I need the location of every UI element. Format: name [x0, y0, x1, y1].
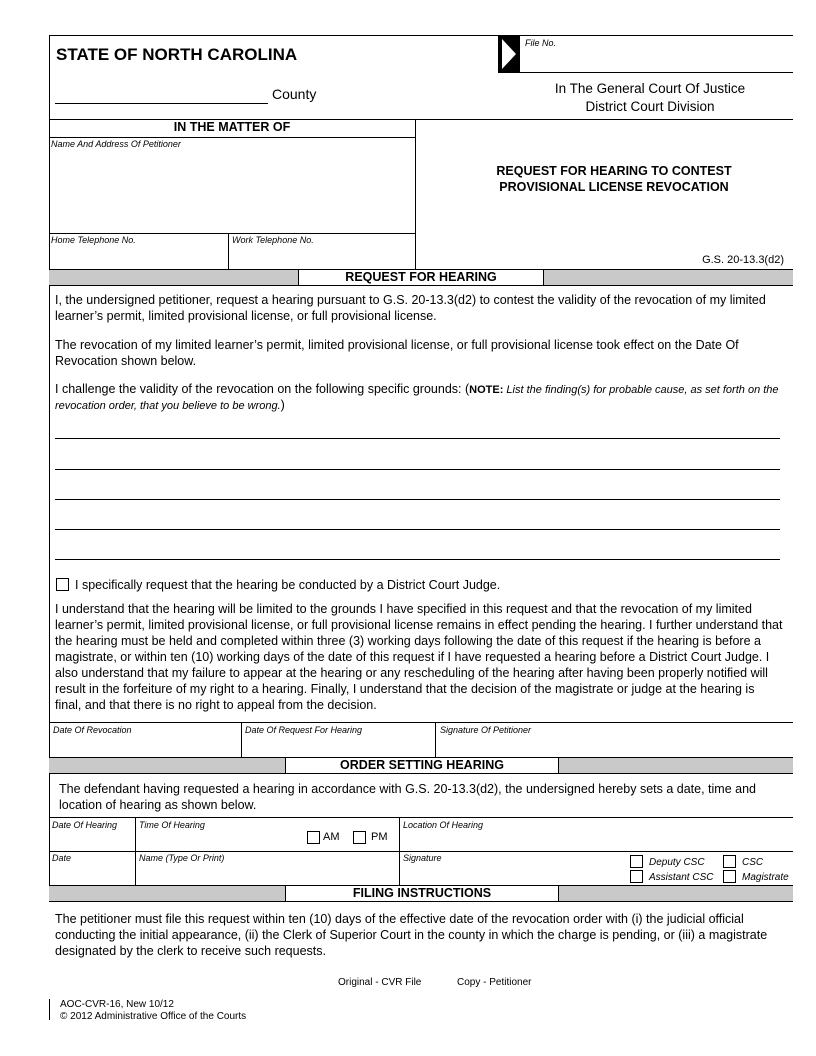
form-title-line2: PROVISIONAL LICENSE REVOCATION: [499, 180, 729, 194]
footer-left-rule: [49, 999, 50, 1020]
request-para-2: The revocation of my limited learner’s permit, limited provisional license, or full provisional license took effect on the Date Of Revocation shown below.: [55, 338, 739, 368]
am-label: AM: [323, 831, 340, 843]
date-hearing-field[interactable]: [50, 832, 133, 850]
order-date-label: Date: [52, 853, 72, 863]
grounds-line-4[interactable]: [55, 529, 780, 530]
phone-divider: [228, 233, 229, 269]
date-row-divider-2: [435, 722, 436, 757]
note-label: NOTE:: [469, 384, 504, 396]
assistant-csc-checkbox[interactable]: [630, 870, 643, 883]
court-heading: [540, 80, 760, 116]
work-phone-field[interactable]: [230, 246, 414, 268]
note-text: List the finding(s) for probable cause, as set forth on the revocation order, that you believe to be wrong.: [55, 384, 779, 412]
home-phone-field[interactable]: [50, 246, 226, 268]
csc-label: CSC: [742, 857, 764, 868]
petitioner-signature-label: Signature Of Petitioner: [440, 725, 532, 735]
order-text: The defendant having requested a hearing in accordance with G.S. 20-13.3(d2), the undersigned hereby sets a date, time and location of hearing as shown below.: [59, 782, 756, 812]
pm-checkbox[interactable]: [353, 831, 366, 844]
matter-title-underline: [49, 137, 415, 138]
pm-label: PM: [371, 831, 388, 843]
request-band: [49, 269, 793, 286]
court-line1: In The General Court Of Justice: [554, 81, 746, 96]
work-phone-label: Work Telephone No.: [232, 235, 314, 245]
date-row-top: [49, 722, 793, 723]
matter-title: IN THE MATTER OF: [173, 120, 291, 134]
date-hearing-label: Date Of Hearing: [52, 820, 118, 830]
district-judge-label: I specifically request that the hearing be conducted by a District Court Judge.: [75, 578, 501, 592]
location-hearing-label: Location Of Hearing: [403, 820, 484, 830]
county-blank[interactable]: [55, 103, 268, 104]
order-row2-top: [49, 851, 793, 852]
location-hearing-field[interactable]: [401, 832, 791, 850]
request-para-3: [55, 382, 785, 414]
date-row-divider-1: [241, 722, 242, 757]
magistrate-label: Magistrate: [742, 872, 789, 883]
court-line2: District Court Division: [585, 99, 715, 114]
order-band: [49, 757, 793, 774]
file-no-field[interactable]: [520, 72, 793, 73]
distribution-copy: Copy - Petitioner: [457, 977, 532, 988]
grounds-line-2[interactable]: [55, 469, 780, 470]
order-section-title: ORDER SETTING HEARING: [285, 757, 559, 774]
csc-checkbox[interactable]: [723, 855, 736, 868]
understanding-paragraph: I understand that the hearing will be limited to the grounds I have specified in this request and that the revocation of my limited learner’s permit, limited provisional license, or full provisional license remains in effect pending the hearing. I further understand that the hearing must be held and completed within three (3) working days following the date of this request if the hearing is before a magistrate, or within ten (10) working days of the date of this request if I have requested a hearing before a District Court Judge. I also understand that my failure to appear at the hearing or any rescheduling of the hearing after having been properly notified will result in the forfeiture of my right to a hearing. Finally, I understand that the decision of the magistrate or judge at the hearing is final, and that there is no right to appeal from the decision.: [55, 602, 783, 712]
time-hearing-field[interactable]: [137, 832, 302, 850]
grounds-line-1[interactable]: [55, 438, 780, 439]
grounds-line-5[interactable]: [55, 559, 780, 560]
magistrate-checkbox[interactable]: [723, 870, 736, 883]
order-row1-top: [49, 817, 793, 818]
form-title-line1: REQUEST FOR HEARING TO CONTEST: [496, 164, 732, 178]
district-judge-checkbox[interactable]: [56, 578, 69, 591]
official-signature-field[interactable]: [401, 864, 621, 884]
am-checkbox[interactable]: [307, 831, 320, 844]
filing-section-title: FILING INSTRUCTIONS: [285, 885, 559, 902]
form-title: [416, 163, 812, 195]
county-label: County: [272, 86, 317, 102]
top-border: [49, 35, 498, 36]
date-revocation-label: Date Of Revocation: [53, 725, 132, 735]
statute-ref: G.S. 20-13.3(d2): [702, 254, 784, 266]
distribution-original: Original - CVR File: [338, 977, 422, 988]
request-section-title: REQUEST FOR HEARING: [298, 269, 544, 286]
phone-row-top: [49, 233, 415, 234]
grounds-lead: I challenge the validity of the revocation on the following specific grounds: (: [55, 382, 470, 396]
filing-text: The petitioner must file this request within ten (10) days of the effective date of the revocation order with (i) the judicial official conducting the initial appearance, (ii) the Clerk of Superior Court in the county in which the charge is pending, or (iii) a magistrate designated by the clerk to receive such requests.: [55, 912, 768, 958]
home-phone-label: Home Telephone No.: [51, 235, 136, 245]
official-signature-label: Signature: [403, 853, 442, 863]
file-no-top-border: [520, 35, 793, 36]
official-name-label: Name (Type Or Print): [139, 853, 225, 863]
file-no-arrow-icon: [498, 35, 520, 73]
state-heading: STATE OF NORTH CAROLINA: [56, 45, 298, 64]
date-revocation-field[interactable]: [50, 736, 239, 756]
time-hearing-label: Time Of Hearing: [139, 820, 205, 830]
official-name-field[interactable]: [137, 864, 397, 884]
file-no-label: File No.: [525, 38, 557, 48]
assistant-csc-label: Assistant CSC: [649, 872, 714, 883]
date-request-field[interactable]: [243, 736, 433, 756]
request-para-1: I, the undersigned petitioner, request a hearing pursuant to G.S. 20-13.3(d2) to contest the validity of the revocation of my limited learner’s permit, limited provisional license, or full provisional license.: [55, 293, 766, 323]
note-close: ): [280, 398, 285, 412]
deputy-csc-label: Deputy CSC: [649, 857, 705, 868]
filing-band: [49, 885, 793, 902]
date-request-label: Date Of Request For Hearing: [245, 725, 363, 735]
copyright-notice: © 2012 Administrative Office of the Courts: [60, 1011, 247, 1022]
grounds-line-3[interactable]: [55, 499, 780, 500]
name-address-label: Name And Address Of Petitioner: [51, 139, 181, 149]
form-footer: [60, 999, 246, 1023]
form-id: AOC-CVR-16, New 10/12: [60, 999, 174, 1010]
order-date-field[interactable]: [50, 864, 133, 884]
name-address-field[interactable]: [50, 150, 414, 232]
deputy-csc-checkbox[interactable]: [630, 855, 643, 868]
petitioner-signature-field[interactable]: [437, 736, 791, 756]
